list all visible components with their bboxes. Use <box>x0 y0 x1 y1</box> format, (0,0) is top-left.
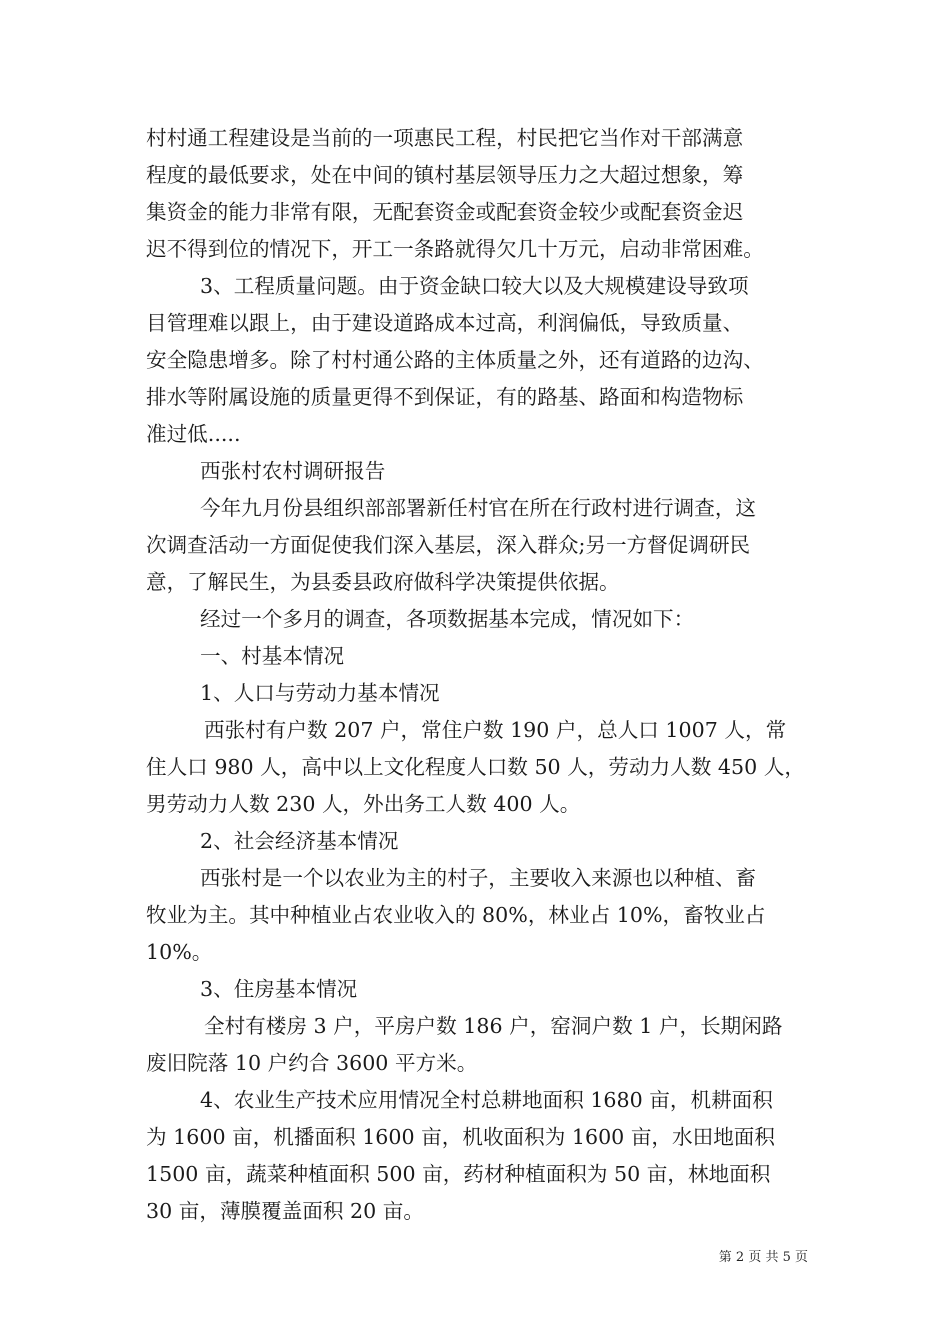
text-line: 男劳动力人数 230 人，外出务工人数 400 人。 <box>146 792 581 816</box>
text-line: 今年九月份县组织部部署新任村官在所在行政村进行调查，这 <box>200 496 757 520</box>
section-heading: 一、村基本情况 <box>200 644 345 668</box>
text-line: 1500 亩，蔬菜种植面积 500 亩，药材种植面积为 50 亩，林地面积 <box>146 1162 771 1186</box>
page-number: 第 2 页 共 5 页 <box>718 1250 808 1265</box>
text-line: 准过低..... <box>146 422 241 446</box>
text-line: 西张村有户数 207 户，常住户数 190 户，总人口 1007 人，常 <box>204 718 787 742</box>
text-line: 废旧院落 10 户约合 3600 平方米。 <box>146 1051 478 1075</box>
document-body <box>146 120 816 1230</box>
text-line: 全村有楼房 3 户，平房户数 186 户，窑洞户数 1 户，长期闲路 <box>204 1014 783 1038</box>
text-line: 村村通工程建设是当前的一项惠民工程，村民把它当作对干部满意 <box>146 126 744 150</box>
text-line: 意，了解民生，为县委县政府做科学决策提供依据。 <box>146 570 620 594</box>
text-line: 目管理难以跟上，由于建设道路成本过高，利润偏低，导致质量、 <box>146 311 744 335</box>
subsection-heading: 2、社会经济基本情况 <box>200 829 399 853</box>
text-line: 排水等附属设施的质量更得不到保证，有的路基、路面和构造物标 <box>146 385 744 409</box>
text-line: 西张村是一个以农业为主的村子，主要收入来源也以种植、畜 <box>200 866 757 890</box>
subsection-heading: 1、人口与劳动力基本情况 <box>200 681 440 705</box>
report-title: 西张村农村调研报告 <box>200 459 386 483</box>
text-line: 迟不得到位的情况下，开工一条路就得欠几十万元，启动非常困难。 <box>146 237 764 261</box>
text-line: 为 1600 亩，机播面积 1600 亩，机收面积为 1600 亩，水田地面积 <box>146 1125 775 1149</box>
text-line: 30 亩，薄膜覆盖面积 20 亩。 <box>146 1199 424 1223</box>
text-line: 3、工程质量问题。由于资金缺口较大以及大规模建设导致项 <box>200 274 749 298</box>
text-line: 经过一个多月的调查，各项数据基本完成，情况如下： <box>200 607 695 631</box>
text-line: 安全隐患增多。除了村村通公路的主体质量之外，还有道路的边沟、 <box>146 348 764 372</box>
text-line: 4、农业生产技术应用情况全村总耕地面积 1680 亩，机耕面积 <box>200 1088 773 1112</box>
text-line: 次调查活动一方面促使我们深入基层，深入群众;另一方督促调研民 <box>146 533 751 557</box>
text-line: 住人口 980 人，高中以上文化程度人口数 50 人，劳动力人数 450 人， <box>146 755 805 779</box>
subsection-heading: 3、住房基本情况 <box>200 977 358 1001</box>
text-line: 10%。 <box>146 940 213 964</box>
text-line: 程度的最低要求，处在中间的镇村基层领导压力之大超过想象，筹 <box>146 163 744 187</box>
text-line: 牧业为主。其中种植业占农业收入的 80%，林业占 10%，畜牧业占 <box>146 903 766 927</box>
text-line: 集资金的能力非常有限，无配套资金或配套资金较少或配套资金迟 <box>146 200 744 224</box>
